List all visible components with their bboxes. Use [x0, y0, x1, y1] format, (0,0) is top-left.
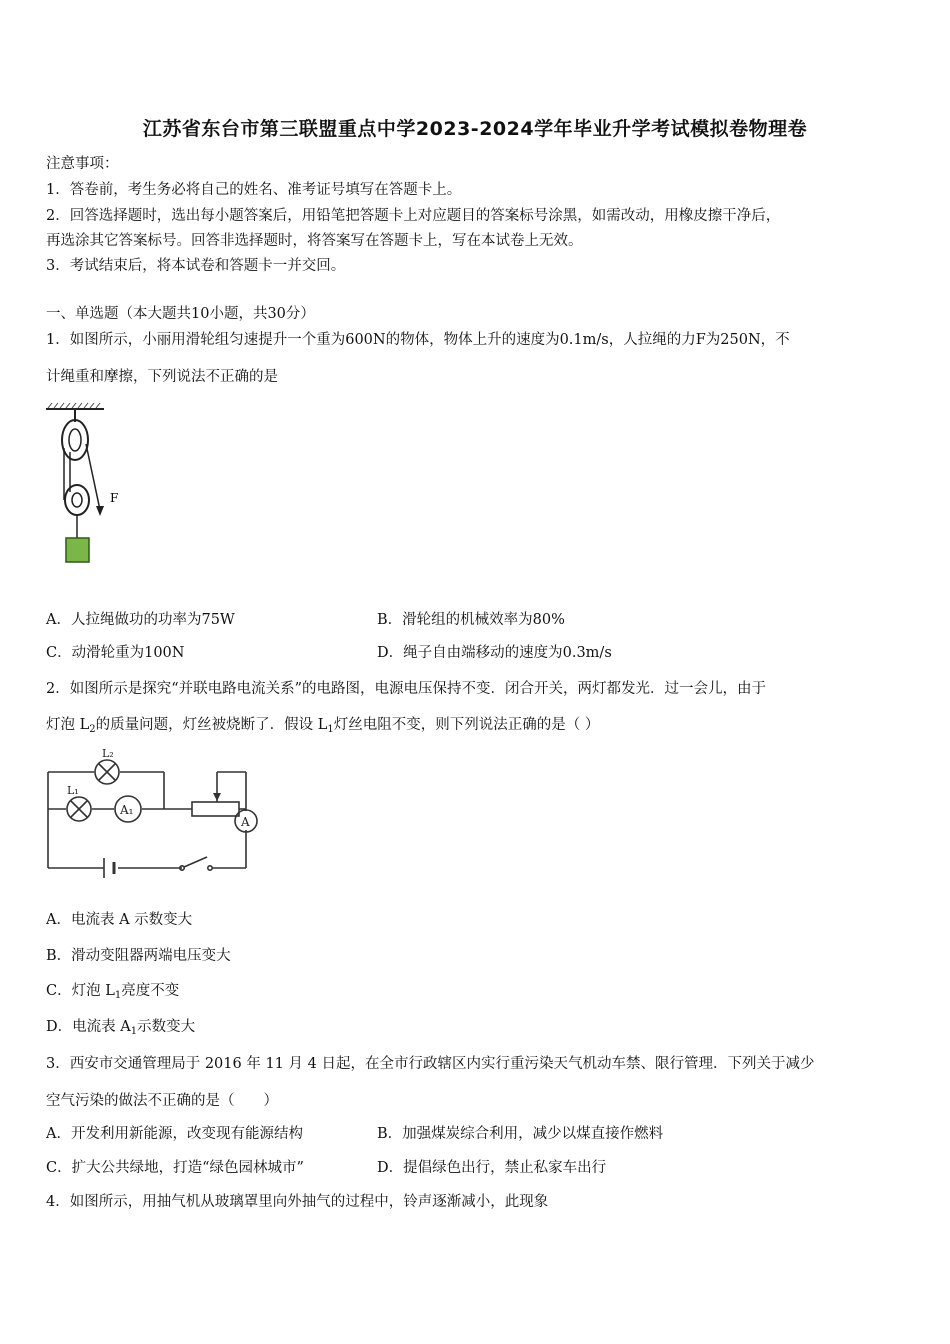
q2-option-c-part: 亮度不变 — [121, 983, 180, 999]
ammeter-a1-label: A₁ — [120, 803, 134, 817]
circuit-figure — [42, 745, 267, 880]
weight-block — [66, 538, 89, 562]
page-title: 江苏省东台市第三联盟重点中学2023-2024学年毕业升学考试模拟卷物理卷 — [142, 118, 808, 140]
q2-option-c-sub: 1 — [114, 990, 122, 1001]
q2-option-b[interactable]: B．滑动变阻器两端电压变大 — [46, 948, 231, 964]
notice-item: 再选涂其它答案标号。回答非选择题时，将答案写在答题卡上，写在本试卷上无效。 — [46, 233, 583, 249]
q3-option-d[interactable]: D．提倡绿色出行，禁止私家车出行 — [377, 1160, 607, 1176]
notice-item: 1．答卷前，考生务必将自己的姓名、准考证号填写在答题卡上。 — [46, 182, 462, 198]
q2-option-d-part: 示数变大 — [137, 1019, 196, 1035]
q1-option-d[interactable]: D．绳子自由端移动的速度为0.3m/s — [377, 645, 612, 661]
question-3-text: 3．西安市交通管理局于 2016 年 11 月 4 日起，在全市行政辖区内实行重污染天气机动车禁、限行管理．下列关于减少 — [46, 1056, 815, 1072]
q1-option-b[interactable]: B．滑轮组的机械效率为80% — [377, 612, 565, 628]
q2-option-d-sub: 1 — [130, 1026, 138, 1037]
notice-item: 2．回答选择题时，选出每小题答案后，用铅笔把答题卡上对应题目的答案标号涂黑，如需改动，用橡皮擦干净后， — [46, 208, 781, 224]
section-heading: 一、单选题（本大题共10小题，共30分） — [46, 306, 315, 322]
q3-option-c[interactable]: C．扩大公共绿地，打造“绿色园林城市” — [46, 1160, 304, 1176]
notice-heading: 注意事项： — [46, 156, 119, 172]
question-2-text-cont — [46, 713, 599, 735]
lamp-l1-label: L₁ — [67, 784, 79, 797]
question-1-text: 1．如图所示，小丽用滑轮组匀速提升一个重为600N的物体，物体上升的速度为0.1m/s，人拉绳的力F为250N，不 — [46, 332, 790, 348]
q2-option-a[interactable]: A．电流表 A 示数变大 — [46, 912, 193, 928]
ammeter-a-label: A — [241, 815, 250, 829]
q2-subscript: 2 — [89, 724, 96, 735]
q2-option-c[interactable] — [46, 979, 179, 1001]
q2-text-part: 灯泡 L — [46, 717, 90, 733]
q1-option-a[interactable]: A．人拉绳做功的功率为75W — [46, 612, 235, 628]
q2-text-part: 的质量问题，灯丝被烧断了．假设 L — [95, 717, 328, 733]
q1-option-c[interactable]: C．动滑轮重为100N — [46, 645, 185, 661]
question-3-text-cont: 空气污染的做法不正确的是（ ） — [46, 1093, 278, 1109]
q3-option-a[interactable]: A．开发利用新能源，改变现有能源结构 — [46, 1126, 303, 1142]
question-2-text: 2．如图所示是探究“并联电路电流关系”的电路图，电源电压保持不变．闭合开关，两灯都发光．过一会儿，由于 — [46, 681, 767, 697]
question-4-text: 4．如图所示，用抽气机从玻璃罩里向外抽气的过程中，铃声逐渐减小，此现象 — [46, 1194, 549, 1210]
lamp-l2-label: L₂ — [102, 747, 114, 760]
notice-item: 3．考试结束后，将本试卷和答题卡一并交回。 — [46, 258, 346, 274]
pulley-figure — [40, 400, 130, 570]
q3-option-b[interactable]: B．加强煤炭综合利用，减少以煤直接作燃料 — [377, 1126, 664, 1142]
q2-option-d[interactable] — [46, 1015, 195, 1037]
question-1-text-cont: 计绳重和摩擦，下列说法不正确的是 — [46, 369, 278, 385]
q2-text-part: 灯丝电阻不变，则下列说法正确的是（ ） — [333, 717, 600, 733]
force-label: F — [110, 491, 119, 505]
q2-option-c-part: C．灯泡 L — [46, 983, 115, 999]
q2-subscript: 1 — [327, 724, 334, 735]
q2-option-d-part: D．电流表 A — [46, 1019, 131, 1035]
